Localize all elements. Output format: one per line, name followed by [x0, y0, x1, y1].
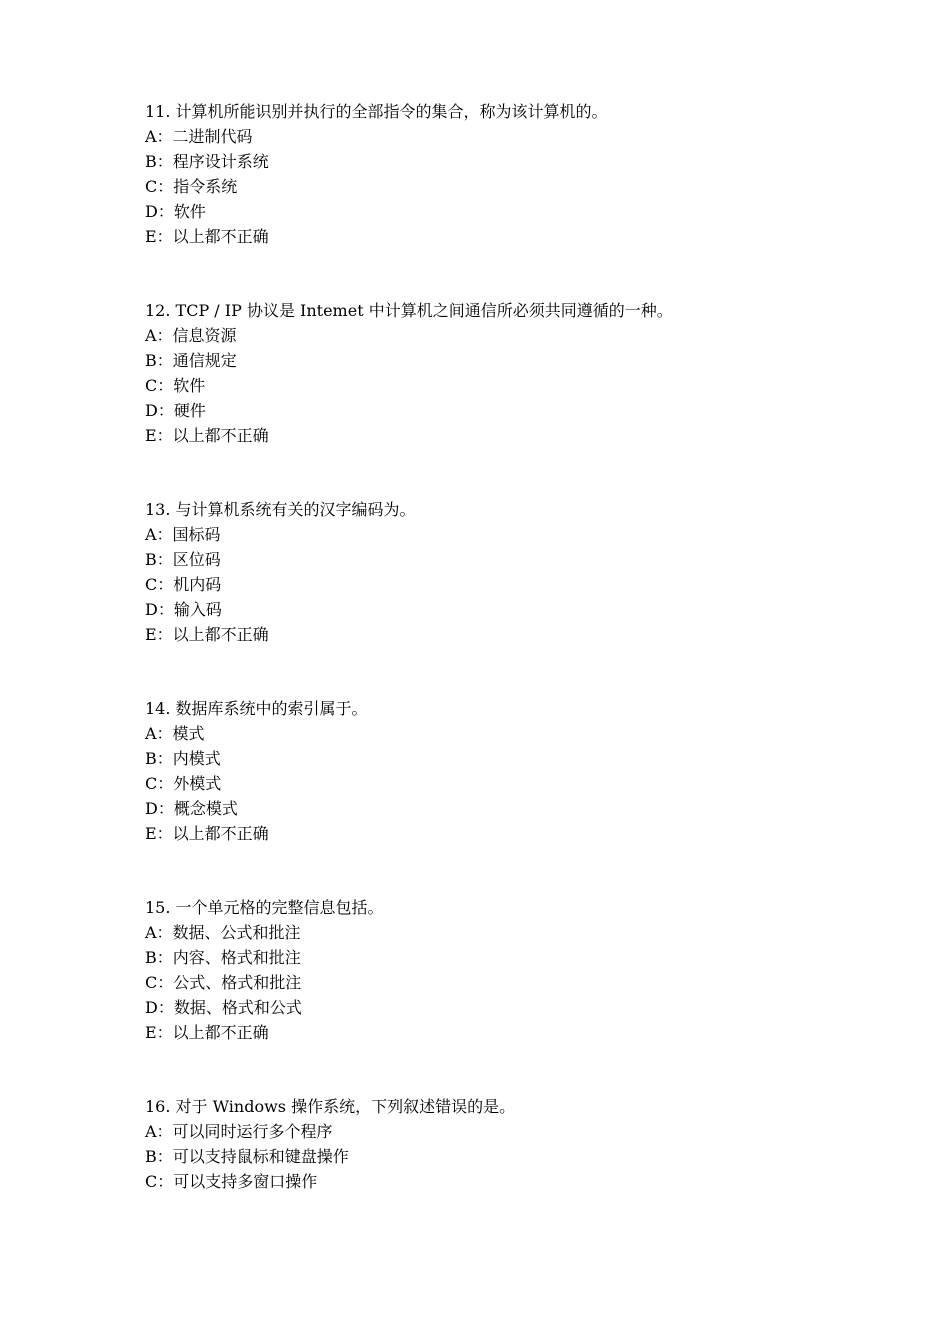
option-e: E：以上都不正确 — [145, 227, 269, 246]
option-c: C：可以支持多窗口操作 — [145, 1172, 318, 1191]
question-stem: 13. 与计算机系统有关的汉字编码为。 — [145, 500, 416, 519]
question-12 — [145, 298, 865, 448]
question-stem: 16. 对于 Windows 操作系统，下列叙述错误的是。 — [145, 1097, 516, 1116]
question-11 — [145, 99, 865, 249]
option-b: B：通信规定 — [145, 351, 237, 370]
option-b: B：区位码 — [145, 550, 221, 569]
option-b: B：内容、格式和批注 — [145, 948, 301, 967]
option-d: D：输入码 — [145, 600, 222, 619]
option-c: C：公式、格式和批注 — [145, 973, 302, 992]
option-a: A：二进制代码 — [145, 127, 253, 146]
option-a: A：国标码 — [145, 525, 221, 544]
option-d: D：数据、格式和公式 — [145, 998, 302, 1017]
option-b: B：内模式 — [145, 749, 221, 768]
option-c: C：软件 — [145, 376, 206, 395]
question-15 — [145, 895, 865, 1045]
question-stem: 11. 计算机所能识别并执行的全部指令的集合，称为该计算机的。 — [145, 102, 608, 121]
option-b: B：可以支持鼠标和键盘操作 — [145, 1147, 349, 1166]
option-e: E：以上都不正确 — [145, 824, 269, 843]
option-b: B：程序设计系统 — [145, 152, 269, 171]
question-stem: 12. TCP / IP 协议是 Intemet 中计算机之间通信所必须共同遵循的一种。 — [145, 301, 673, 320]
option-a: A：信息资源 — [145, 326, 237, 345]
option-d: D：硬件 — [145, 401, 206, 420]
question-13 — [145, 497, 865, 647]
option-e: E：以上都不正确 — [145, 426, 269, 445]
question-stem: 15. 一个单元格的完整信息包括。 — [145, 898, 384, 917]
question-list — [145, 99, 865, 1194]
option-a: A：模式 — [145, 724, 205, 743]
option-e: E：以上都不正确 — [145, 1023, 269, 1042]
option-a: A：可以同时运行多个程序 — [145, 1122, 333, 1141]
option-e: E：以上都不正确 — [145, 625, 269, 644]
option-c: C：指令系统 — [145, 177, 238, 196]
option-c: C：外模式 — [145, 774, 222, 793]
question-16 — [145, 1094, 865, 1194]
option-d: D：软件 — [145, 202, 206, 221]
option-a: A：数据、公式和批注 — [145, 923, 301, 942]
option-c: C：机内码 — [145, 575, 222, 594]
question-stem: 14. 数据库系统中的索引属于。 — [145, 699, 368, 718]
question-14 — [145, 696, 865, 846]
option-d: D：概念模式 — [145, 799, 238, 818]
